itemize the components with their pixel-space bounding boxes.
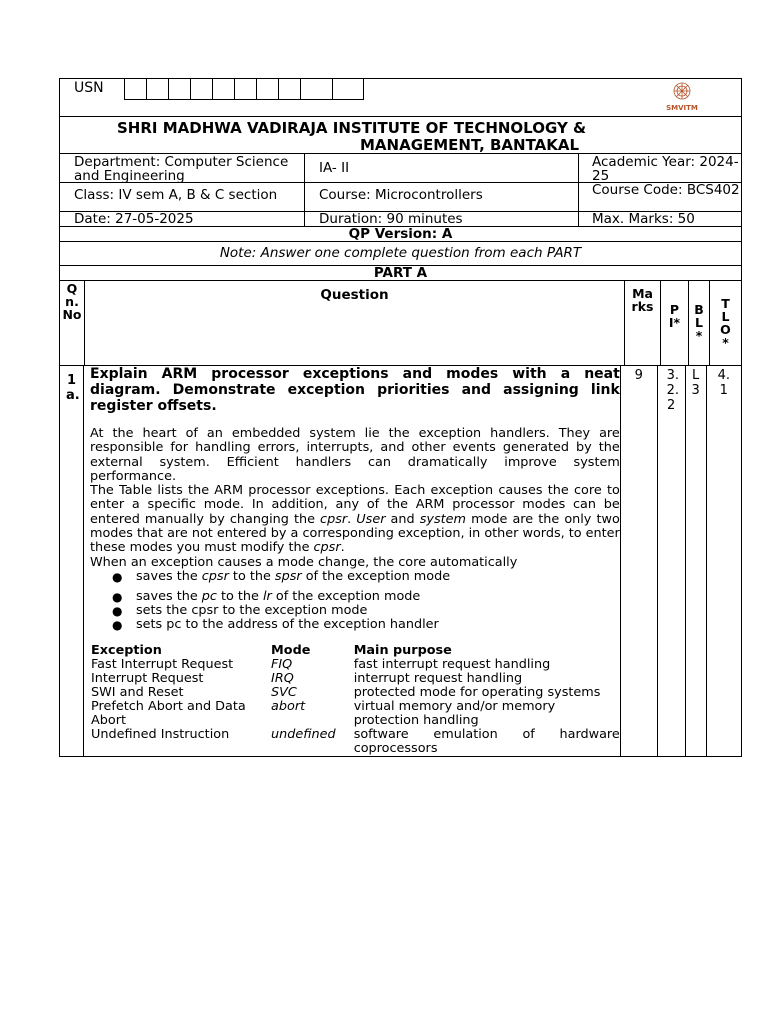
text-span: of the exception mode: [271, 588, 421, 604]
mode-cell: SVC: [271, 684, 297, 700]
text-span: saves the: [136, 568, 202, 584]
purpose-cell: software emulation of hardware coprocessors: [353, 726, 620, 756]
bl-header: BL*: [689, 281, 710, 365]
question-content: [84, 366, 621, 756]
paragraph-mode-change: When an exception causes a mode change, the core automatically: [90, 554, 518, 570]
column-header: Exception: [91, 642, 162, 658]
column-header: Main purpose: [353, 642, 452, 658]
exception-cell: Interrupt Request: [91, 670, 204, 686]
bullet-item: ● sets pc to the address of the exception handler: [112, 618, 620, 632]
usn-digit-box[interactable]: [332, 79, 364, 100]
class-info: Class: IV sem A, B & C section: [60, 183, 305, 211]
exception-cell: Fast Interrupt Request: [91, 656, 234, 672]
text-span: saves the: [136, 588, 202, 604]
institute-logo: [664, 81, 700, 113]
exception-cell: Prefetch Abort and Data Abort: [91, 698, 246, 728]
table-row: [91, 658, 620, 672]
usn-digit-box[interactable]: [234, 79, 256, 100]
question-row: [60, 365, 741, 756]
term-spsr: spsr: [274, 568, 302, 584]
text-span: to the: [216, 588, 263, 604]
question-number: 1a.: [60, 366, 84, 756]
table-row: [91, 700, 620, 728]
text-span: .: [340, 540, 345, 556]
question-header: Question: [85, 281, 625, 365]
info-row-2: [60, 182, 741, 211]
mode-cell: undefined: [271, 726, 336, 742]
course-code: Course Code: BCS402: [592, 182, 740, 198]
info-row-3: [60, 211, 741, 226]
question-table-header: [60, 280, 741, 365]
mode-cell: abort: [271, 698, 306, 714]
duration: Duration: 90 minutes: [305, 212, 579, 226]
usn-row: [60, 79, 741, 116]
academic-year: Academic Year: 2024-25: [592, 154, 739, 184]
mode-cell: IRQ: [271, 670, 294, 686]
institute-name-line2: MANAGEMENT, BANTAKAL: [360, 136, 580, 154]
exam-name: IA- II: [305, 154, 579, 182]
bullet-list: [90, 570, 620, 632]
question-stem: Explain ARM processor exceptions and modes with a neat diagram. Demonstrate exception priorities and assigning link register offsets.: [90, 366, 620, 414]
department: Department: Computer Science and Engineering: [60, 154, 305, 182]
term-cpsr: cpsr: [320, 511, 348, 527]
question-marks: 9: [621, 366, 658, 756]
usn-digit-box[interactable]: [278, 79, 300, 100]
question-pi: 3.2.2: [658, 366, 686, 756]
qno-header: Qn. No: [60, 281, 85, 365]
text-span: The Table lists the ARM processor exceptions. Each exception causes the core to enter a specific mode. In addition, any of the ARM processor modes can be entered manually by changing the: [90, 483, 620, 527]
usn-digit-box[interactable]: [146, 79, 168, 100]
text-span: and: [385, 511, 420, 527]
logo-text: SMVITM: [666, 104, 698, 112]
table-row: [91, 686, 620, 700]
tlo-header: TLO*: [720, 296, 731, 350]
term-lr: lr: [263, 588, 272, 604]
purpose-cell: interrupt request handling: [353, 670, 523, 686]
info-row-1: [60, 153, 741, 182]
text-span: of the exception mode: [301, 568, 451, 584]
usn-digit-box[interactable]: [124, 79, 146, 100]
purpose-cell: protected mode for operating systems: [353, 684, 601, 700]
purpose-cell: fast interrupt request handling: [353, 656, 551, 672]
table-row: [91, 672, 620, 686]
institute-title: [60, 116, 741, 153]
text-span: to the: [228, 568, 275, 584]
usn-digit-box[interactable]: [190, 79, 212, 100]
term-system: system: [419, 511, 466, 527]
usn-digit-box[interactable]: [168, 79, 190, 100]
bullet-item: [112, 590, 620, 604]
usn-digit-box[interactable]: [256, 79, 278, 100]
column-header: Mode: [271, 642, 311, 658]
instructions-note: Note: Answer one complete question from each PART: [60, 241, 741, 265]
term-user: User: [356, 511, 386, 527]
table-row: [91, 728, 620, 756]
usn-digit-box[interactable]: [300, 79, 332, 100]
qp-version: QP Version: A: [60, 226, 741, 241]
exceptions-table: [91, 644, 620, 756]
bullet-item: ● sets the cpsr to the exception mode: [112, 604, 620, 618]
part-heading: PART A: [60, 265, 741, 280]
usn-label: USN: [74, 80, 104, 96]
paragraph-intro: At the heart of an embedded system lie the exception handlers. They are responsible for handling errors, interrupts, and other events generated by the external system. Efficient handlers can dramatically improve system performance.: [90, 426, 620, 484]
pi-header: PI*: [661, 281, 689, 365]
purpose-cell: virtual memory and/or memory protection handling: [353, 698, 556, 728]
term-cpsr: cpsr: [313, 540, 341, 556]
question-bl: L3: [686, 366, 707, 756]
term-cpsr: cpsr: [201, 568, 229, 584]
course-name: Course: Microcontrollers: [305, 183, 579, 211]
exceptions-table-header: [91, 644, 620, 658]
question-paper: [59, 78, 742, 757]
max-marks: Max. Marks: 50: [592, 211, 695, 227]
question-tlo: 4.1: [717, 368, 730, 398]
usn-digit-box[interactable]: [212, 79, 234, 100]
text-span: .: [347, 511, 357, 527]
exception-cell: SWI and Reset: [91, 684, 184, 700]
term-pc: pc: [201, 588, 217, 604]
exception-cell: Undefined Instruction: [91, 726, 230, 742]
marks-header: Marks: [625, 281, 661, 365]
usn-boxes: [124, 79, 364, 100]
institute-name-line1: SHRI MADHWA VADIRAJA INSTITUTE OF TECHNOLOGY &: [117, 119, 587, 137]
exam-date: Date: 27-05-2025: [60, 212, 305, 226]
paragraph-exceptions: [90, 484, 620, 555]
bullet-item: [112, 570, 620, 584]
mode-cell: FIQ: [271, 656, 293, 672]
text-span: mode are the only two modes that are not entered by a corresponding exception, in other words, to enter these modes you must modify the: [90, 511, 620, 556]
